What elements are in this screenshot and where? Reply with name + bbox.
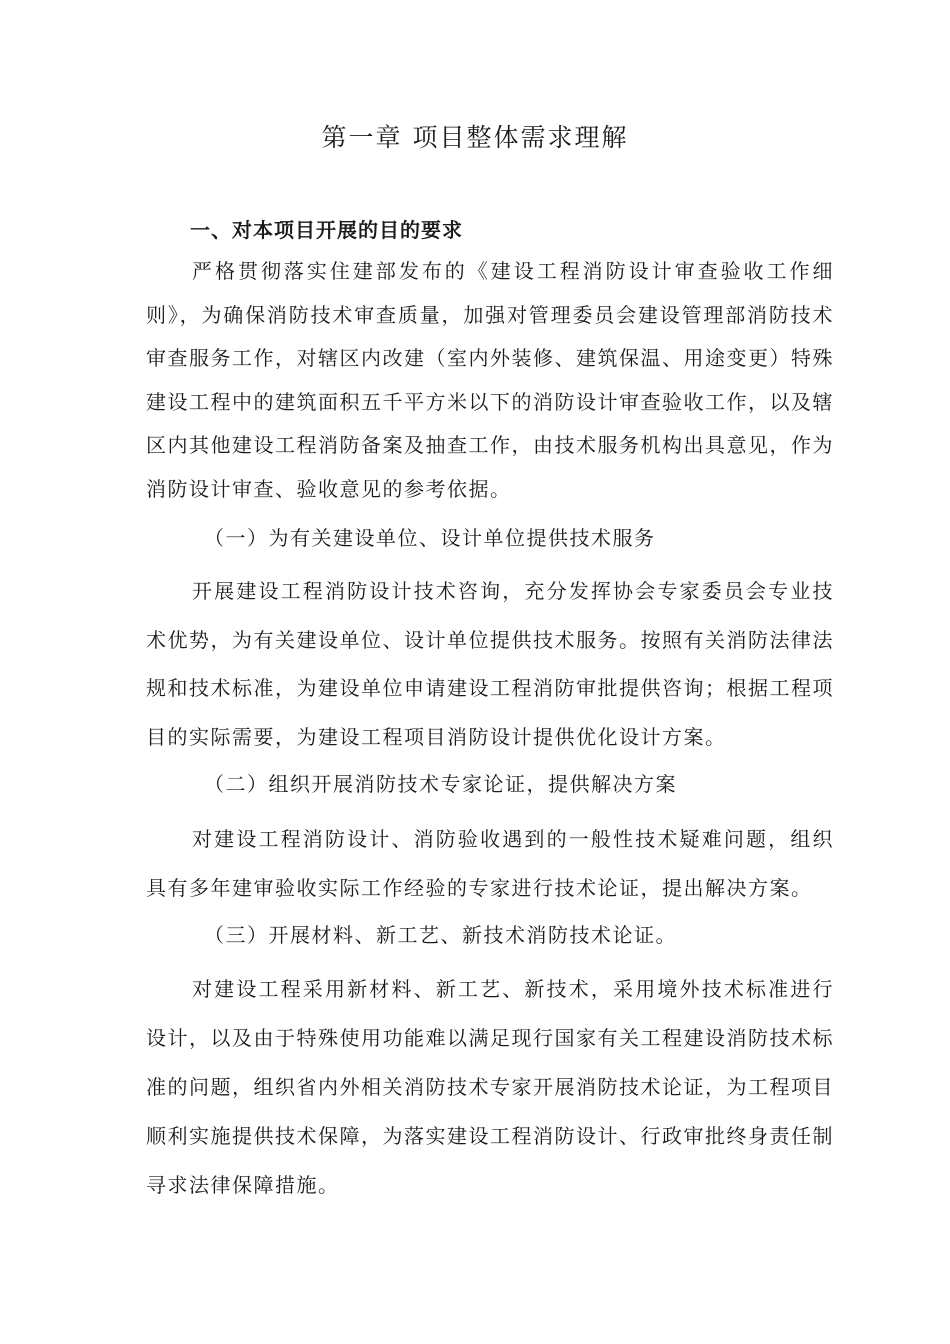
subsection-body-1: 开展建设工程消防设计技术咨询，充分发挥协会专家委员会专业技术优势，为有关建设单位、设计单位提供技术服务。按照有关消防法律法规和技术标准，为建设单位申请建设工程消防审批提供咨询；根据工程项目的实际需要，为建设工程项目消防设计提供优化设计方案。 <box>146 579 834 749</box>
intro-paragraph: 严格贯彻落实住建部发布的《建设工程消防设计审查验收工作细则》，为确保消防技术审查质量，加强对管理委员会建设管理部消防技术审查服务工作，对辖区内改建（室内外装修、建筑保温、用途变更）特殊建设工程中的建筑面积五千平方米以下的消防设计审查验收工作，以及辖区内其他建设工程消防备案及抽查工作，由技术服务机构出具意见，作为消防设计审查、验收意见的参考依据。 <box>146 259 834 501</box>
subsection-body-2: 对建设工程消防设计、消防验收遇到的一般性技术疑难问题，组织具有多年建审验收实际工作经验的专家进行技术论证，提出解决方案。 <box>146 827 834 900</box>
subsection-body-3: 对建设工程采用新材料、新工艺、新技术，采用境外技术标准进行设计，以及由于特殊使用功能难以满足现行国家有关工程建设消防技术标准的问题，组织省内外相关消防技术专家开展消防技术论证，为工程项目顺利实施提供技术保障，为落实建设工程消防设计、行政审批终身责任制寻求法律保障措施。 <box>146 977 834 1197</box>
subsection-heading-1: （一）为有关建设单位、设计单位提供技术服务 <box>204 526 656 550</box>
subsection-heading-2: （二）组织开展消防技术专家论证，提供解决方案 <box>204 772 677 796</box>
section-heading: 一、对本项目开展的目的要求 <box>190 218 463 242</box>
chapter-title: 第一章 项目整体需求理解 <box>321 123 629 152</box>
subsection-heading-3: （三）开展材料、新工艺、新技术消防技术论证。 <box>204 923 677 947</box>
